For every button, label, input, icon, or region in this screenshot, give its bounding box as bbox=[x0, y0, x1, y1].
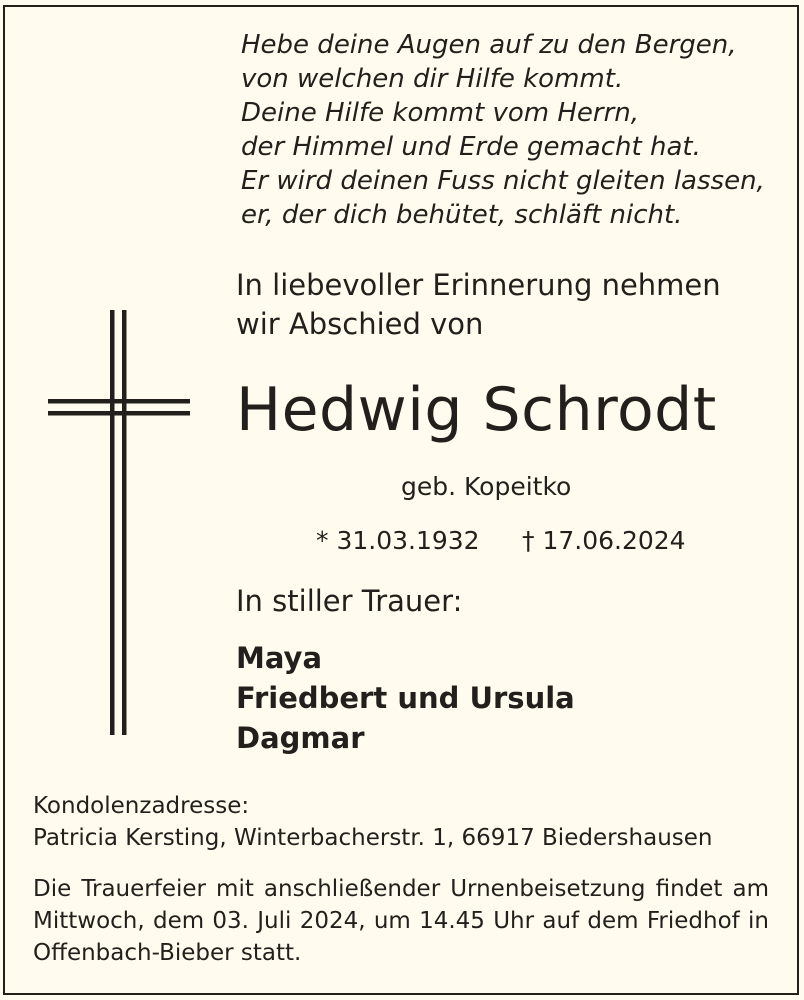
condolence-label: Kondolenzadresse: bbox=[33, 793, 250, 819]
verse-line: er, der dich behütet, schläft nicht. bbox=[241, 200, 683, 230]
verse-line: der Himmel und Erde gemacht hat. bbox=[241, 132, 701, 162]
verse-line: Deine Hilfe kommt vom Herrn, bbox=[241, 98, 640, 128]
intro-line: wir Abschied von bbox=[236, 307, 484, 341]
mourners-list bbox=[236, 638, 575, 758]
deceased-name: Hedwig Schrodt bbox=[236, 375, 717, 445]
verse-line: von welchen dir Hilfe kommt. bbox=[241, 64, 624, 94]
mourner-name: Maya bbox=[236, 641, 323, 675]
funeral-service-info: Die Trauerfeier mit anschließender Urnenbeisetzung findet am Mittwoch, dem 03. Juli 2024, um 14.45 Uhr auf dem Friedhof in Offenbach-Bieber statt. bbox=[33, 876, 769, 966]
verse-line: Er wird deinen Fuss nicht gleiten lassen, bbox=[241, 166, 765, 196]
condolence-address: Patricia Kersting, Winterbacherstr. 1, 66917 Biedershausen bbox=[33, 825, 713, 851]
condolence-block bbox=[33, 790, 713, 854]
death-date: † 17.06.2024 bbox=[522, 526, 686, 555]
birth-date: * 31.03.1932 bbox=[316, 526, 480, 555]
cross-icon bbox=[48, 310, 190, 735]
verse-line: Hebe deine Augen auf zu den Bergen, bbox=[241, 30, 737, 60]
intro-line: In liebevoller Erinnerung nehmen bbox=[236, 268, 721, 302]
mourning-heading: In stiller Trauer: bbox=[236, 584, 463, 618]
cross-vertical-bar-left bbox=[110, 310, 115, 735]
maiden-name: geb. Kopeitko bbox=[401, 472, 572, 501]
bible-verse bbox=[241, 28, 765, 232]
mourner-name: Dagmar bbox=[236, 721, 365, 755]
cross-vertical-bar-right bbox=[122, 310, 127, 735]
cross-horizontal-bar-bottom bbox=[48, 411, 190, 416]
mourner-name: Friedbert und Ursula bbox=[236, 681, 575, 715]
farewell-intro bbox=[236, 266, 776, 344]
cross-horizontal-bar-top bbox=[48, 399, 190, 404]
